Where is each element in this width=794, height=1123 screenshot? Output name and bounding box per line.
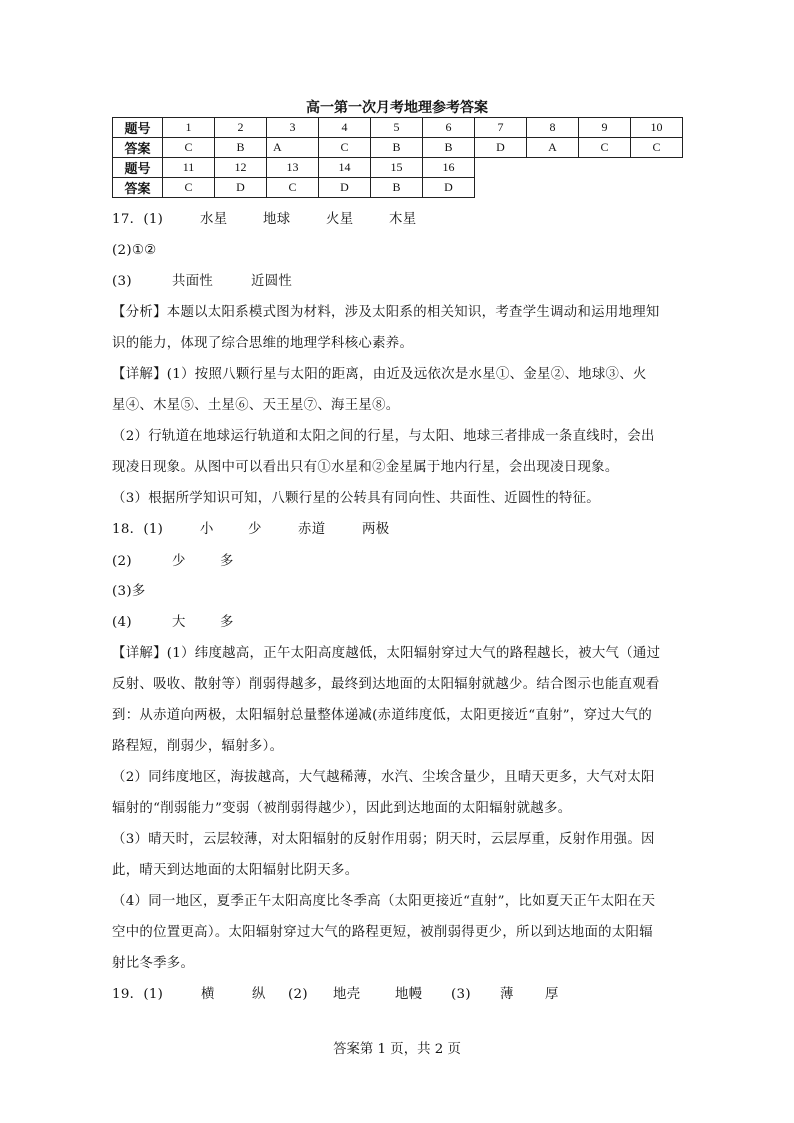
q19-answer-1	[112, 985, 559, 1005]
answer-token: 多	[220, 615, 234, 630]
paragraph-line: 辐射的“削弱能力”变弱（被削弱得越少），因此到达地面的太阳辐射就越多。	[112, 801, 572, 816]
answer-cell: C	[631, 138, 683, 158]
q17-answer-1	[112, 210, 416, 230]
answer-token: (3)	[112, 274, 132, 289]
q18-number: 18．(1)	[112, 522, 164, 537]
answer-token: (3)	[451, 987, 471, 1002]
answer-cell: C	[163, 138, 215, 158]
answer-token: 木星	[389, 212, 417, 227]
answer-token: 少	[172, 554, 186, 569]
answer-cell: D	[423, 178, 475, 198]
paragraph-line: 识的能力，体现了综合思维的地理学科核心素养。	[112, 336, 414, 351]
empty-cell	[475, 178, 683, 198]
paragraph-line: 现凌日现象。从图中可以看出只有①水星和②金星属于地内行星，会出现凌日现象。	[112, 460, 619, 475]
answer-token: 小	[200, 522, 214, 537]
question-number: 12	[215, 158, 267, 178]
answer-token: (2)	[288, 987, 308, 1002]
question-number: 16	[423, 158, 475, 178]
answer-token: (2)	[112, 554, 132, 569]
answer-token: 纵	[252, 987, 266, 1002]
paragraph-line: 到：从赤道向两极，太阳辐射总量整体递减(赤道纬度低，太阳更接近“直射”，穿过大气的	[112, 708, 653, 723]
answer-cell: C	[319, 138, 371, 158]
answer-label: 答案	[113, 138, 163, 158]
page-title: 高一第一次月考地理参考答案	[306, 100, 488, 116]
answer-token: 薄	[500, 987, 514, 1002]
answer-token: 多	[220, 554, 234, 569]
question-number: 2	[215, 118, 267, 138]
paragraph-line: 反射、吸收、散射等）削弱得越多，最终到达地面的太阳辐射就越少。结合图示也能直观看	[112, 677, 660, 692]
q17-answer-2: (2)①②	[112, 243, 157, 258]
question-number: 7	[475, 118, 527, 138]
question-number: 6	[423, 118, 475, 138]
answer-cell: C	[267, 178, 319, 198]
answer-token: 地球	[263, 212, 291, 227]
q18-answer-4	[112, 613, 234, 633]
question-number: 15	[371, 158, 423, 178]
answer-label: 答案	[113, 178, 163, 198]
answer-cell: B	[371, 178, 423, 198]
empty-cell	[475, 158, 683, 178]
question-number: 10	[631, 118, 683, 138]
answer-token: 大	[172, 615, 186, 630]
question-number: 8	[527, 118, 579, 138]
page-footer: 答案第 1 页，共 2 页	[333, 1042, 461, 1057]
q18-answer-3: (3)多	[112, 584, 146, 599]
answer-token: 两极	[362, 522, 390, 537]
q17-number: 17．(1)	[112, 212, 164, 227]
answer-token: (4)	[112, 615, 132, 630]
answer-token: 横	[201, 987, 215, 1002]
answer-cell: A	[527, 138, 579, 158]
answer-token: 赤道	[298, 522, 326, 537]
answer-cell: A	[267, 138, 319, 158]
answer-cell: C	[579, 138, 631, 158]
paragraph-line: 星④、木星⑤、土星⑥、天王星⑦、海王星⑧。	[112, 398, 400, 413]
header-label: 题号	[113, 158, 163, 178]
question-number: 14	[319, 158, 371, 178]
table-row	[113, 178, 683, 198]
paragraph-line: 空中的位置更高）。太阳辐射穿过大气的路程更短，被削弱得更少，所以到达地面的太阳辐	[112, 925, 653, 940]
answer-table	[112, 117, 683, 198]
answer-cell: D	[475, 138, 527, 158]
paragraph-line: （3）晴天时，云层较薄，对太阳辐射的反射作用弱；阴天时，云层厚重，反射作用强。因	[112, 832, 655, 847]
header-label: 题号	[113, 118, 163, 138]
paragraph-line: 【详解】(1）按照八颗行星与太阳的距离，由近及远依次是水星①、金星②、地球③、火	[112, 367, 647, 382]
paragraph-line: 此，晴天到达地面的太阳辐射比阴天多。	[112, 863, 359, 878]
paragraph-line: 【详解】(1）纬度越高，正午太阳高度越低，太阳辐射穿过大气的路程越长，被大气（通过	[112, 646, 661, 661]
paragraph-line: （2）行轨道在地球运行轨道和太阳之间的行星，与太阳、地球三者排成一条直线时，会出	[112, 429, 655, 444]
q18-answer-2	[112, 552, 234, 572]
paragraph-line: 射比冬季多。	[112, 956, 195, 971]
paragraph-line: 路程短，削弱少，辐射多）。	[112, 739, 284, 754]
q18-answer-1	[112, 520, 389, 540]
question-number: 1	[163, 118, 215, 138]
paragraph-line: 【分析】本题以太阳系模式图为材料，涉及太阳系的相关知识，考查学生调动和运用地理知	[112, 305, 660, 320]
answer-token: 地壳	[333, 987, 361, 1002]
answer-cell: B	[215, 138, 267, 158]
answer-cell: C	[163, 178, 215, 198]
answer-token: 近圆性	[251, 274, 293, 289]
answer-cell: B	[423, 138, 475, 158]
q19-number: 19．(1)	[112, 987, 164, 1002]
answer-token: 少	[248, 522, 262, 537]
question-number: 9	[579, 118, 631, 138]
question-number: 13	[267, 158, 319, 178]
answer-token: 厚	[545, 987, 559, 1002]
answer-cell: B	[371, 138, 423, 158]
answer-cell: D	[319, 178, 371, 198]
table-row	[113, 138, 683, 158]
answer-token: 地幔	[395, 987, 423, 1002]
answer-cell: D	[215, 178, 267, 198]
paragraph-line: （2）同纬度地区，海拔越高，大气越稀薄，水汽、尘埃含量少，且晴天更多，大气对太阳	[112, 770, 655, 785]
q17-answer-3	[112, 272, 292, 292]
table-row	[113, 158, 683, 178]
answer-token: 共面性	[172, 274, 214, 289]
question-number: 11	[163, 158, 215, 178]
answer-token: 水星	[200, 212, 228, 227]
paragraph-line: （4）同一地区，夏季正午太阳高度比冬季高（太阳更接近“直射”，比如夏天正午太阳在天	[112, 894, 656, 909]
paragraph-line: （3）根据所学知识可知，八颗行星的公转具有同向性、共面性、近圆性的特征。	[112, 491, 600, 506]
table-row	[113, 118, 683, 138]
question-number: 3	[267, 118, 319, 138]
question-number: 4	[319, 118, 371, 138]
answer-token: 火星	[326, 212, 354, 227]
question-number: 5	[371, 118, 423, 138]
